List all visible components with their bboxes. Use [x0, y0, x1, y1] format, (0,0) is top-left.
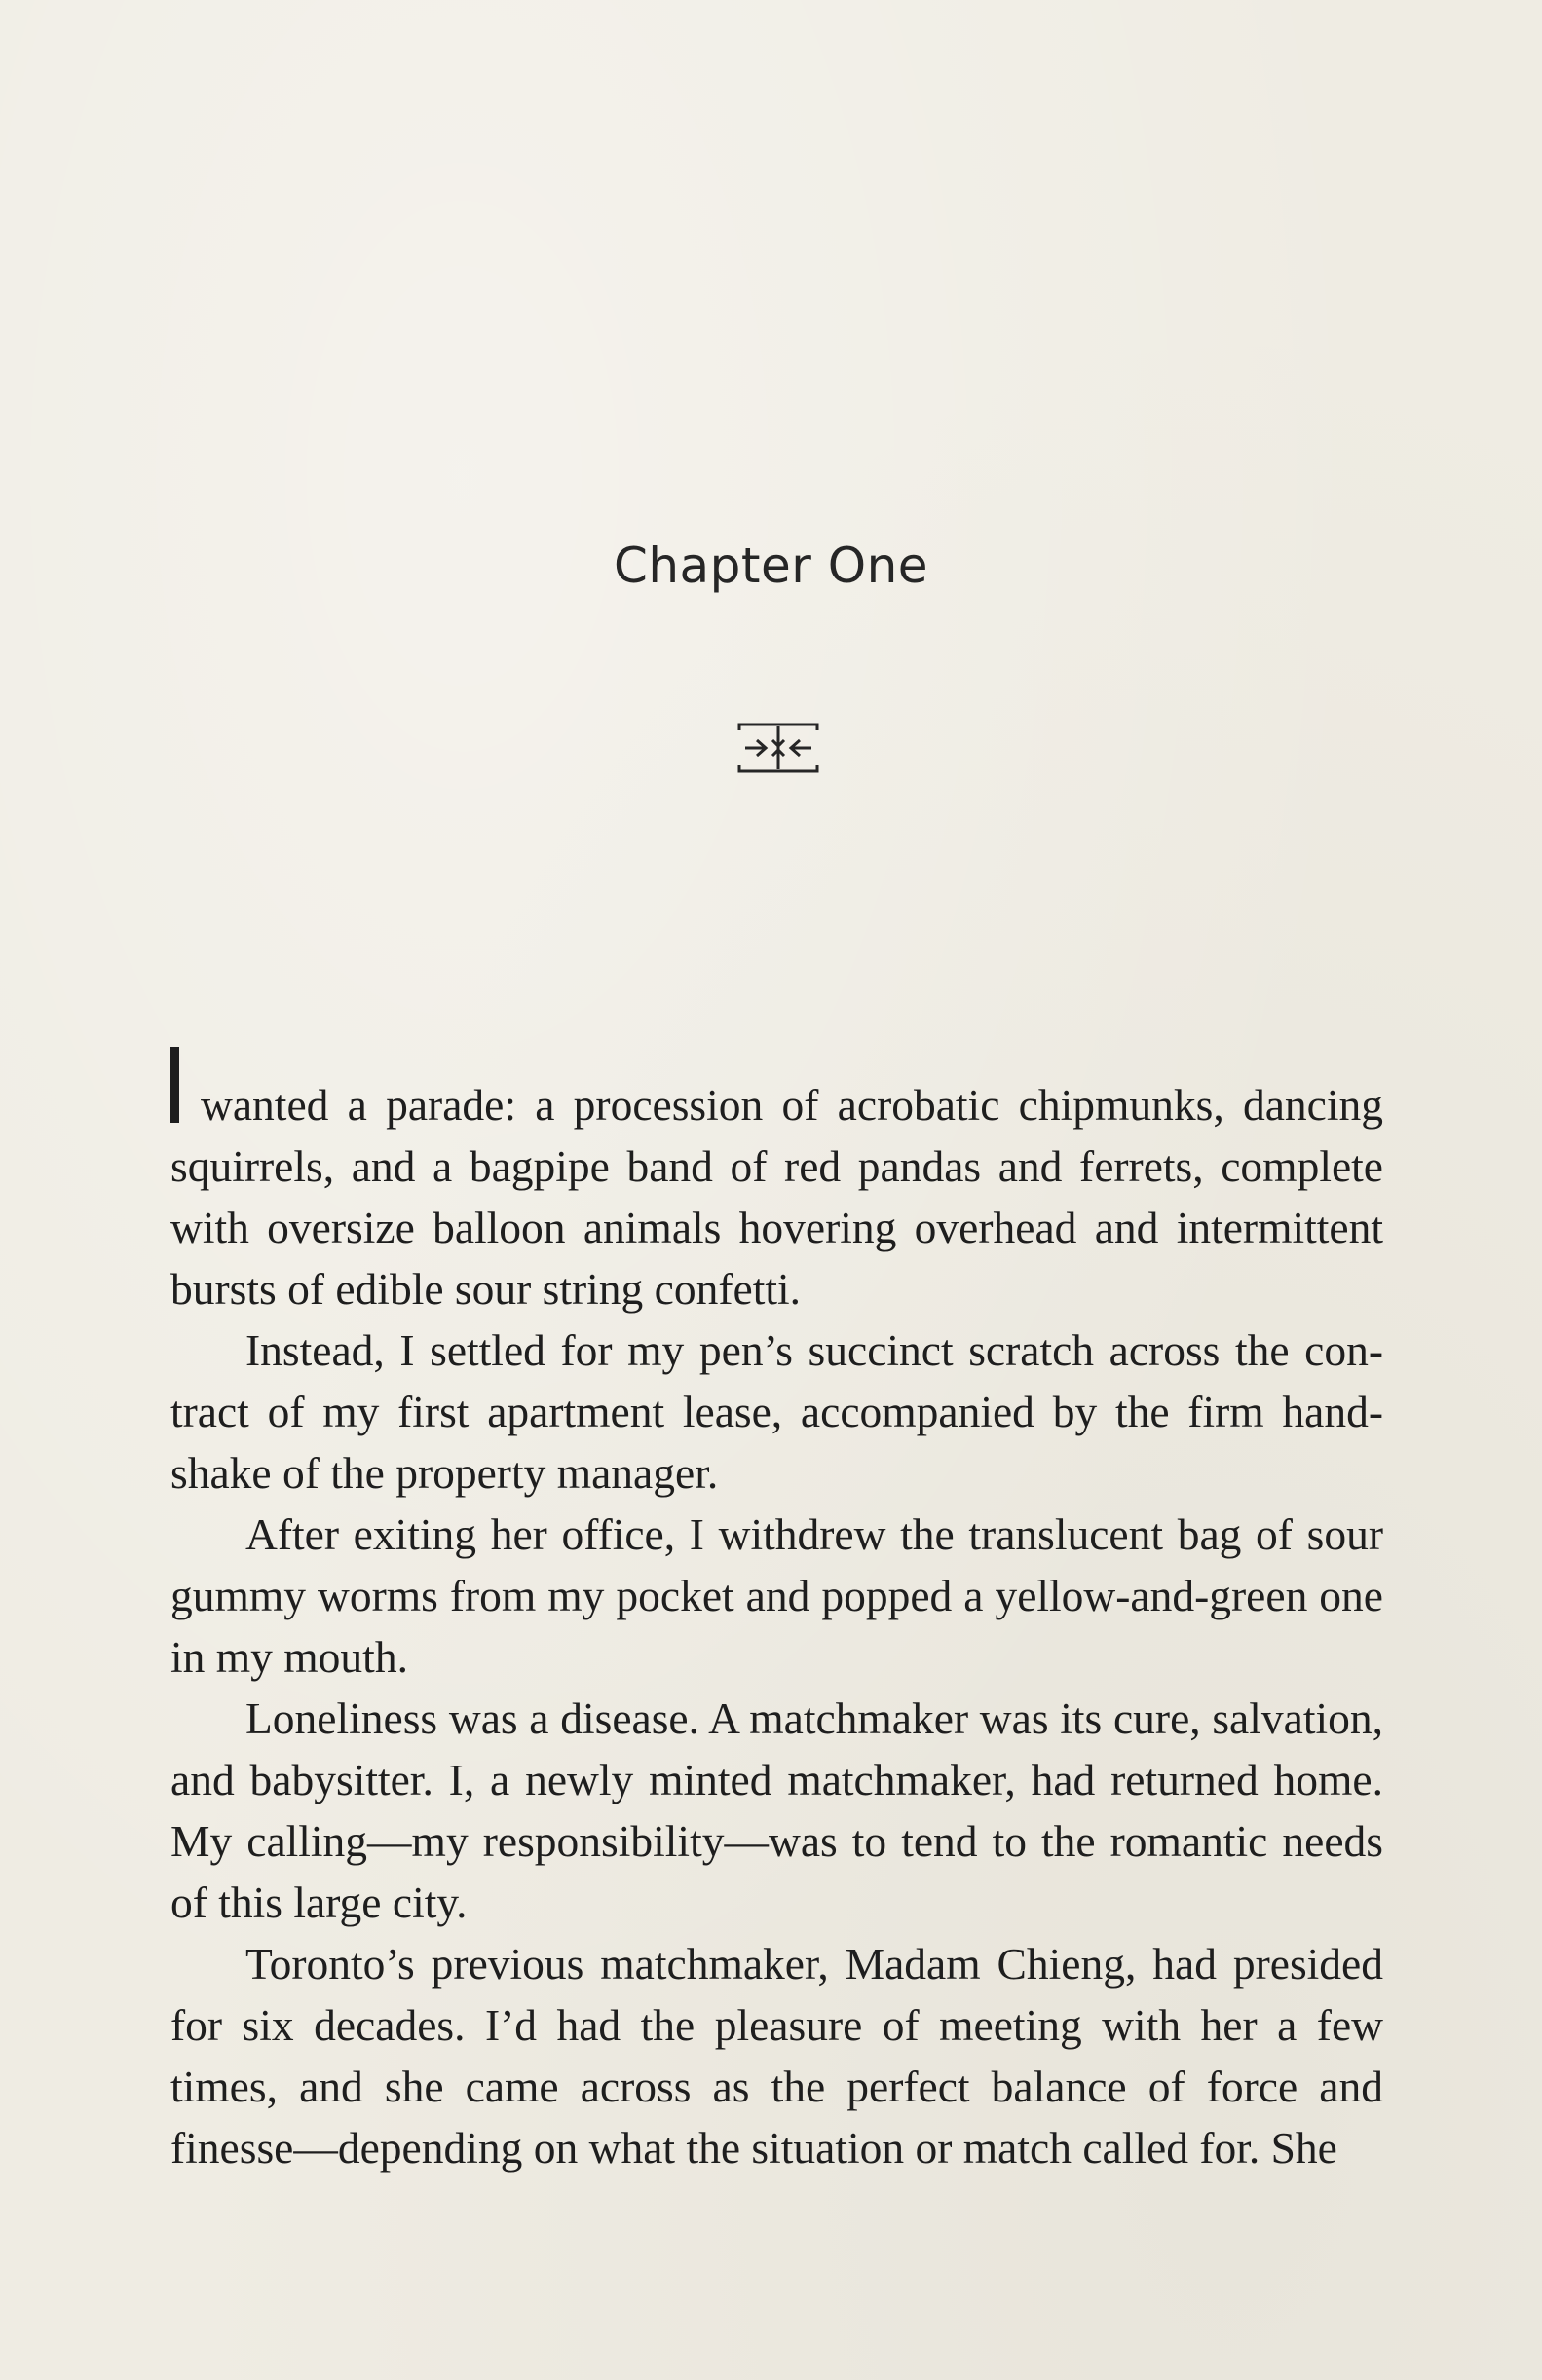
paragraph-5: Toronto’s previous matchmaker, Madam Chieng, had presided for six decades. I’d had the pleasure of meeting with her a few times, and she came across as the perfect balance of force and finesse—depending on what the situation or match called for. She	[170, 1939, 1383, 2173]
paragraph-2: Instead, I settled for my pen’s succinct scratch across the contract of my first apartment lease, accompanied by the firm handshake of the property manager.	[170, 1325, 1383, 1498]
paragraph-1-text: wanted a parade: a procession of acrobatic chipmunks, dancing squirrels, and a bagpipe band of red pandas and ferrets, complete with oversize balloon animals hovering overhead and intermittent bursts of edible sour string confetti.	[170, 1080, 1383, 1314]
paragraph-3: After exiting her office, I withdrew the translucent bag of sour gummy worms from my pocket and popped a yellow-and-green one in my mouth.	[170, 1509, 1383, 1682]
paragraph-4: Loneliness was a disease. A matchmaker was its cure, salvation, and babysitter. I, a newly minted matchmaker, had returned home. My calling—my responsibility—was to tend to the romantic needs of this large city.	[170, 1693, 1383, 1927]
chapter-ornament-icon	[735, 721, 821, 775]
paragraph-1	[170, 1047, 1383, 1320]
chapter-body	[170, 1047, 1383, 2178]
chapter-title: Chapter One	[613, 538, 929, 594]
drop-cap-i	[170, 1047, 179, 1123]
